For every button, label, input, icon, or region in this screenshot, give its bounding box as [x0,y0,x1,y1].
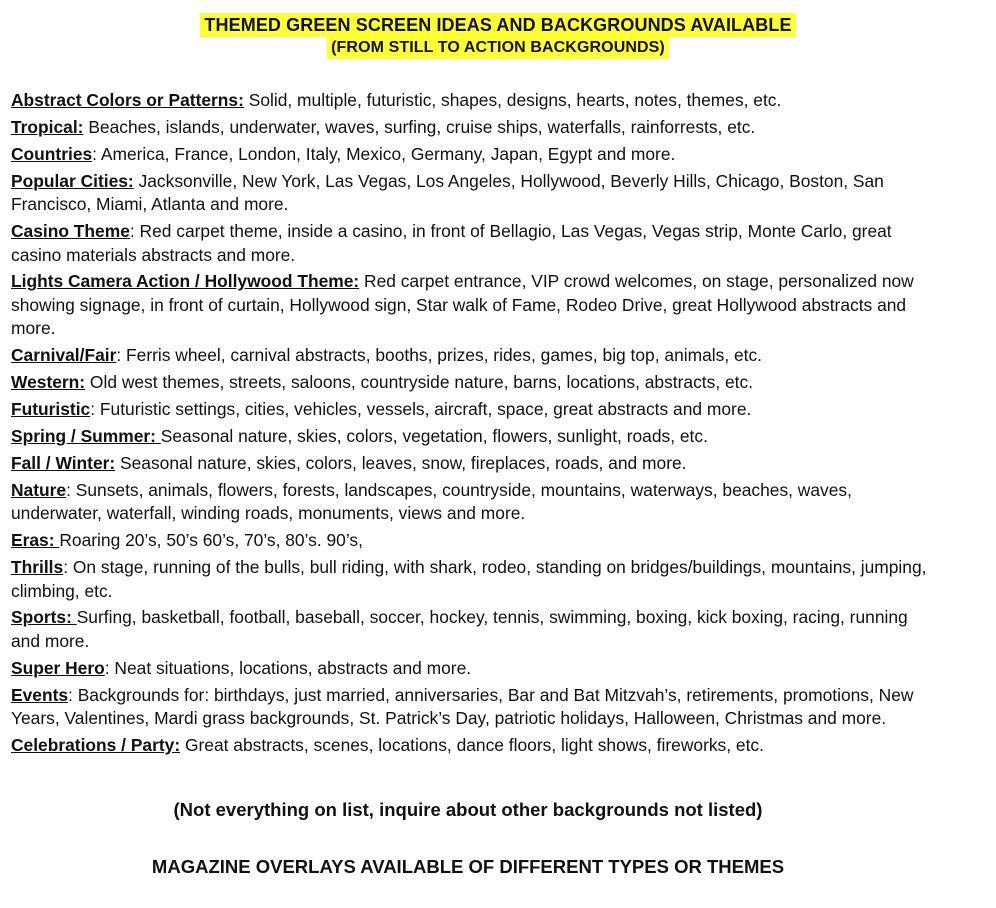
theme-entry-text: Surfing, basketball, football, baseball, soccer, hockey, tennis, swimming, boxing, kick boxing, racing, running and more. [11,607,908,651]
theme-entry [11,398,941,422]
theme-entry [11,556,941,603]
theme-entry-text: Solid, multiple, futuristic, shapes, designs, hearts, notes, themes, etc. [243,90,782,110]
theme-entry [11,479,941,526]
theme-entry [11,425,941,449]
theme-entry-label: Western: [11,372,86,393]
theme-entry-text: Roaring 20’s, 50’s 60’s, 70’s, 80’s. 90’s, [59,530,363,551]
theme-entry [11,220,941,267]
theme-entry-text: : Ferris wheel, carnival abstracts, booths, prizes, rides, games, big top, animals, etc. [116,345,763,366]
theme-entry-text: Jacksonville, New York, Las Vegas, Los Angeles, Hollywood, Beverly Hills, Chicago, Boston, San Francisco, Miami, Atlanta and more. [11,170,884,215]
theme-entry-text: Seasonal nature, skies, colors, leaves, snow, fireplaces, roads, and more. [115,452,687,473]
theme-entry-label: Carnival/Fair [11,345,117,366]
theme-entry-label: Eras: [11,530,60,551]
document-title: THEMED GREEN SCREEN IDEAS AND BACKGROUNDS AVAILABLE [200,13,795,37]
theme-entry-label: Tropical: [11,116,84,137]
theme-entry [11,371,941,395]
theme-entry-text: : Sunsets, animals, flowers, forests, landscapes, countryside, mountains, waterways, beaches, waves, underwater, waterfall, winding roads, monuments, views and more. [11,479,852,524]
theme-entry [11,116,941,140]
theme-entry-text: : Red carpet theme, inside a casino, in front of Bellagio, Las Vegas, Vegas strip, Monte Carlo, great casino materials abstracts and more. [11,221,892,265]
theme-entry-label: Thrills [11,557,64,578]
theme-entry [11,270,941,341]
theme-entry-text: Seasonal nature, skies, colors, vegetation, flowers, sunlight, roads, etc. [160,426,708,447]
theme-entry-text: : Futuristic settings, cities, vehicles, vessels, aircraft, space, great abstracts and more. [90,399,752,420]
theme-entry-label: Nature [11,479,67,500]
theme-entry-label: Spring / Summer: [11,426,161,447]
theme-entry-text: : Neat situations, locations, abstracts and more. [104,657,472,678]
theme-entry-text: : America, France, London, Italy, Mexico, Germany, Japan, Egypt and more. [92,143,676,164]
theme-entry-label: Abstract Colors or Patterns: [11,90,244,110]
theme-entry-text: : On stage, running of the bulls, bull riding, with shark, rodeo, standing on bridges/buildings, mountains, jumping, climbing, etc. [11,557,927,601]
theme-entry [11,143,941,167]
theme-entry [11,452,941,476]
theme-entry-label: Lights Camera Action / Hollywood Theme: [11,271,360,292]
theme-entry-text: : Backgrounds for: birthdays, just married, anniversaries, Bar and Bat Mitzvah’s, retirements, promotions, New Years, Valentines, Mardi grass backgrounds, St. Patrick’s Day, patriotic holidays, Halloween, Christmas and more. [11,684,914,729]
theme-entry [11,170,941,217]
theme-entry-label: Super Hero [11,657,105,678]
theme-entry [11,344,941,368]
theme-entry-text: Beaches, islands, underwater, waves, surfing, cruise ships, waterfalls, rainforrests, etc. [83,116,756,137]
theme-entry-label: Sports: [11,607,77,628]
theme-entry-label: Fall / Winter: [11,452,116,473]
theme-entry [11,684,941,731]
theme-entry-label: Countries [11,143,93,164]
theme-list [11,89,941,761]
theme-entry-label: Futuristic [11,399,91,420]
theme-entry-label: Casino Theme [11,221,130,242]
theme-entry [11,529,941,553]
theme-entry [11,89,941,113]
magazine-overlays-note: MAGAZINE OVERLAYS AVAILABLE OF DIFFERENT TYPES OR THEMES [151,856,785,877]
theme-entry-text: Great abstracts, scenes, locations, dance floors, light shows, fireworks, etc. [180,735,764,756]
theme-entry-text: Red carpet entrance, VIP crowd welcomes, on stage, personalized now showing signage, in front of curtain, Hollywood sign, Star walk of Fame, Rodeo Drive, great Hollywood abstracts and more. [11,271,914,339]
theme-entry-text: Old west themes, streets, saloons, countryside nature, barns, locations, abstracts, etc. [85,372,754,393]
theme-entry [11,657,941,681]
theme-entry [11,606,941,653]
theme-entry-label: Celebrations / Party: [11,735,181,756]
theme-entry [11,734,941,758]
inquire-note: (Not everything on list, inquire about other backgrounds not listed) [173,799,763,820]
theme-entry-label: Popular Cities: [11,170,134,191]
theme-entry-label: Events [11,684,69,705]
document-subtitle: (FROM STILL TO ACTION BACKGROUNDS) [327,37,669,59]
document-header [0,13,996,59]
